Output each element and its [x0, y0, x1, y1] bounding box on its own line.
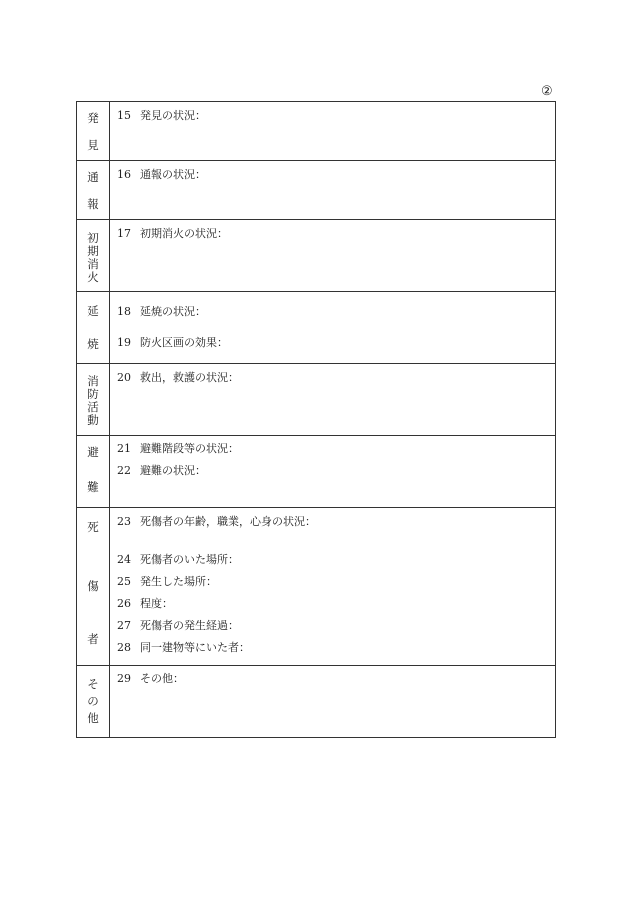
label-char: 避	[87, 445, 99, 459]
section-label	[77, 161, 110, 220]
section-content	[110, 666, 556, 738]
label-char: そ	[87, 677, 99, 691]
item-24: 24 死傷者のいた場所：	[117, 553, 239, 566]
label-char: 火	[87, 270, 99, 284]
item-21: 21 避難階段等の状況：	[117, 442, 239, 455]
item-16: 16 通報の状況：	[117, 168, 206, 181]
section-content	[110, 220, 556, 292]
label-char: 報	[87, 197, 99, 211]
section-label	[77, 508, 110, 666]
label-char: 動	[87, 413, 99, 427]
item-28: 28 同一建物等にいた者：	[117, 641, 250, 654]
section-label	[77, 364, 110, 436]
section-initial-firefighting	[77, 220, 556, 292]
label-char: 難	[87, 480, 99, 494]
item-29: 29 その他：	[117, 672, 184, 685]
section-label	[77, 220, 110, 292]
item-15: 15 発見の状況：	[117, 109, 206, 122]
section-other	[77, 666, 556, 738]
section-firefighting-activity	[77, 364, 556, 436]
section-content	[110, 364, 556, 436]
item-18: 18 延焼の状況：	[117, 305, 206, 318]
label-char: 初	[87, 231, 99, 245]
label-char: 発	[87, 111, 99, 125]
section-content	[110, 161, 556, 220]
section-label	[77, 436, 110, 508]
section-casualties	[77, 508, 556, 666]
label-char: 死	[87, 520, 99, 534]
page-number: ②	[541, 84, 553, 99]
section-evacuation	[77, 436, 556, 508]
label-char: 通	[87, 170, 99, 184]
item-17: 17 初期消火の状況：	[117, 227, 228, 240]
label-char: の	[87, 694, 99, 708]
item-23: 23 死傷者の年齢，職業，心身の状況：	[117, 515, 316, 528]
label-char: 期	[87, 244, 99, 258]
section-report	[77, 161, 556, 220]
item-20: 20 救出，救護の状況：	[117, 371, 239, 384]
report-form-table	[76, 101, 556, 738]
item-19: 19 防火区画の効果：	[117, 336, 228, 349]
section-content	[110, 508, 556, 666]
item-25: 25 発生した場所：	[117, 575, 217, 588]
label-char: 消	[87, 374, 99, 388]
item-27: 27 死傷者の発生経過：	[117, 619, 239, 632]
item-26: 26 程度：	[117, 597, 173, 610]
label-char: 傷	[87, 579, 99, 593]
section-label	[77, 666, 110, 738]
section-content	[110, 436, 556, 508]
section-discovery	[77, 102, 556, 161]
label-char: 他	[87, 711, 99, 725]
label-char: 焼	[87, 337, 99, 351]
section-fire-spread	[77, 292, 556, 364]
label-char: 延	[87, 304, 99, 318]
section-content	[110, 292, 556, 364]
label-char: 防	[87, 387, 99, 401]
label-char: 者	[87, 632, 99, 646]
label-char: 消	[87, 257, 99, 271]
item-22: 22 避難の状況：	[117, 464, 206, 477]
label-char: 見	[87, 138, 99, 152]
section-label	[77, 102, 110, 161]
section-label	[77, 292, 110, 364]
section-content	[110, 102, 556, 161]
label-char: 活	[87, 400, 99, 414]
